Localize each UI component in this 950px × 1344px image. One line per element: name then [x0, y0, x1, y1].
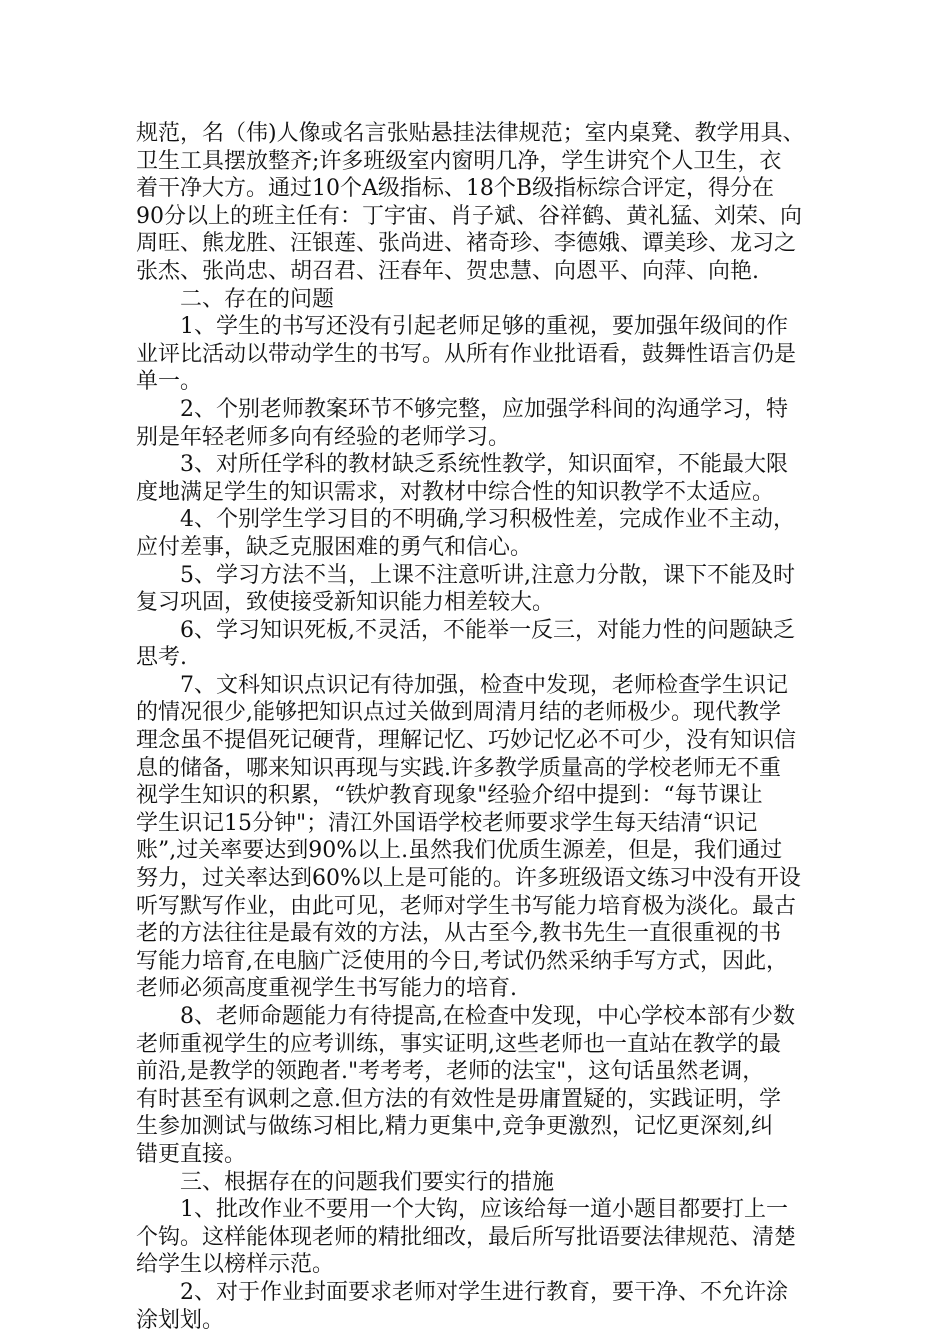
text-line: 个钩。这样能体现老师的精批细改，最后所写批语要法律规范、清楚	[136, 1224, 797, 1250]
text-line: 给学生以榜样示范。	[136, 1252, 335, 1278]
text-line: 生参加测试与做练习相比,精力更集中,竞争更激烈，记忆更深刻,纠	[136, 1114, 773, 1140]
text-line: 写能力培育,在电脑广泛使用的今日,考试仍然采纳手写方式，因此，	[136, 948, 788, 974]
text-line: 1、批改作业不要用一个大钩，应该给每一道小题目都要打上一	[180, 1197, 788, 1223]
text-line: 学生识记15分钟"；清江外国语学校老师要求学生每天结清“识记	[136, 810, 758, 836]
text-line: 度地满足学生的知识需求，对教材中综合性的知识教学不太适应。	[136, 479, 775, 505]
text-line: 业评比活动以带动学生的书写。从所有作业批语看，鼓舞性语言仍是	[136, 341, 797, 367]
text-line: 思考.	[136, 645, 187, 671]
text-line: 规范，名（伟)人像或名言张贴悬挂法律规范；室内桌凳、教学用具、	[136, 121, 805, 146]
text-line: 2、对于作业封面要求老师对学生进行教育，要干净、不允许涂	[180, 1279, 788, 1305]
text-line: 7、文科知识点识记有待加强，检查中发现，老师检查学生识记	[180, 672, 788, 698]
text-line: 6、学习知识死板,不灵活，不能举一反三，对能力性的问题缺乏	[180, 617, 795, 643]
text-line: 老的方法往往是最有效的方法，从古至今,教书先生一直很重视的书	[136, 921, 781, 947]
text-line: 努力，过关率达到60%以上是可能的。许多班级语文练习中没有开设	[136, 866, 801, 892]
text-line: 三、根据存在的问题我们要实行的措施	[180, 1169, 555, 1195]
document-body	[136, 120, 816, 1334]
text-line: 理念虽不提倡死记硬背，理解记忆、巧妙记忆必不可少，没有知识信	[136, 728, 797, 754]
text-line: 3、对所任学科的教材缺乏系统性教学，知识面窄，不能最大限	[180, 452, 788, 478]
text-line: 周旺、熊龙胜、汪银莲、张尚进、褚奇珍、李德娥、谭美珍、龙习之	[136, 231, 797, 257]
text-line: 单一。	[136, 369, 203, 395]
text-line: 8、老师命题能力有待提高,在检查中发现，中心学校本部有少数	[180, 1004, 795, 1029]
text-line: 错更直接。	[136, 1141, 247, 1167]
text-line: 卫生工具摆放整齐;许多班级室内窗明几净，学生讲究个人卫生，衣	[136, 148, 782, 174]
text-line: 息的储备，哪来知识再现与实践.许多教学质量高的学校老师无不重	[136, 755, 781, 781]
text-line: 4、个别学生学习目的不明确,学习积极性差，完成作业不主动，	[180, 507, 795, 533]
text-line: 复习巩固，致使接受新知识能力相差较大。	[136, 590, 555, 616]
text-line: 5、学习方法不当，上课不注意听讲,注意力分散，课下不能及时	[180, 562, 795, 588]
text-line: 前沿,是教学的领跑者."考考考，老师的法宝"，这句话虽然老调，	[136, 1059, 765, 1085]
text-line: 视学生知识的积累，“铁炉教育现象"经验介绍中提到：“每节课让	[136, 783, 763, 809]
text-line: 老师必须高度重视学生书写能力的培育.	[136, 976, 517, 1002]
text-line: 1、学生的书写还没有引起老师足够的重视，要加强年级间的作	[180, 314, 788, 340]
text-line: 着干净大方。通过10个A级指标、18个B级指标综合评定，得分在	[136, 176, 775, 202]
text-line: 二、存在的问题	[180, 286, 335, 312]
text-line: 的情况很少,能够把知识点过关做到周清月结的老师极少。现代教学	[136, 700, 781, 726]
text-line: 应付差事，缺乏克服困难的勇气和信心。	[136, 534, 533, 560]
text-line: 有时甚至有讽刺之意.但方法的有效性是毋庸置疑的，实践证明，学	[136, 1086, 781, 1112]
text-line: 张杰、张尚忠、胡召君、汪春年、贺忠慧、向恩平、向萍、向艳.	[136, 258, 759, 284]
text-line: 老师重视学生的应考训练，事实证明,这些老师也一直站在教学的最	[136, 1031, 781, 1057]
text-line: 账”,过关率要达到90%以上.虽然我们优质生源差，但是，我们通过	[136, 838, 783, 864]
text-line: 2、个别老师教案环节不够完整，应加强学科间的沟通学习，特	[180, 396, 788, 422]
text-line: 90分以上的班主任有：丁宇宙、肖子斌、谷祥鹤、黄礼猛、刘荣、向	[136, 203, 802, 229]
text-line: 别是年轻老师多向有经验的老师学习。	[136, 424, 511, 450]
text-line: 听写默写作业，由此可见，老师对学生书写能力培育极为淡化。最古	[136, 893, 797, 919]
text-line: 涂划划。	[136, 1307, 225, 1333]
